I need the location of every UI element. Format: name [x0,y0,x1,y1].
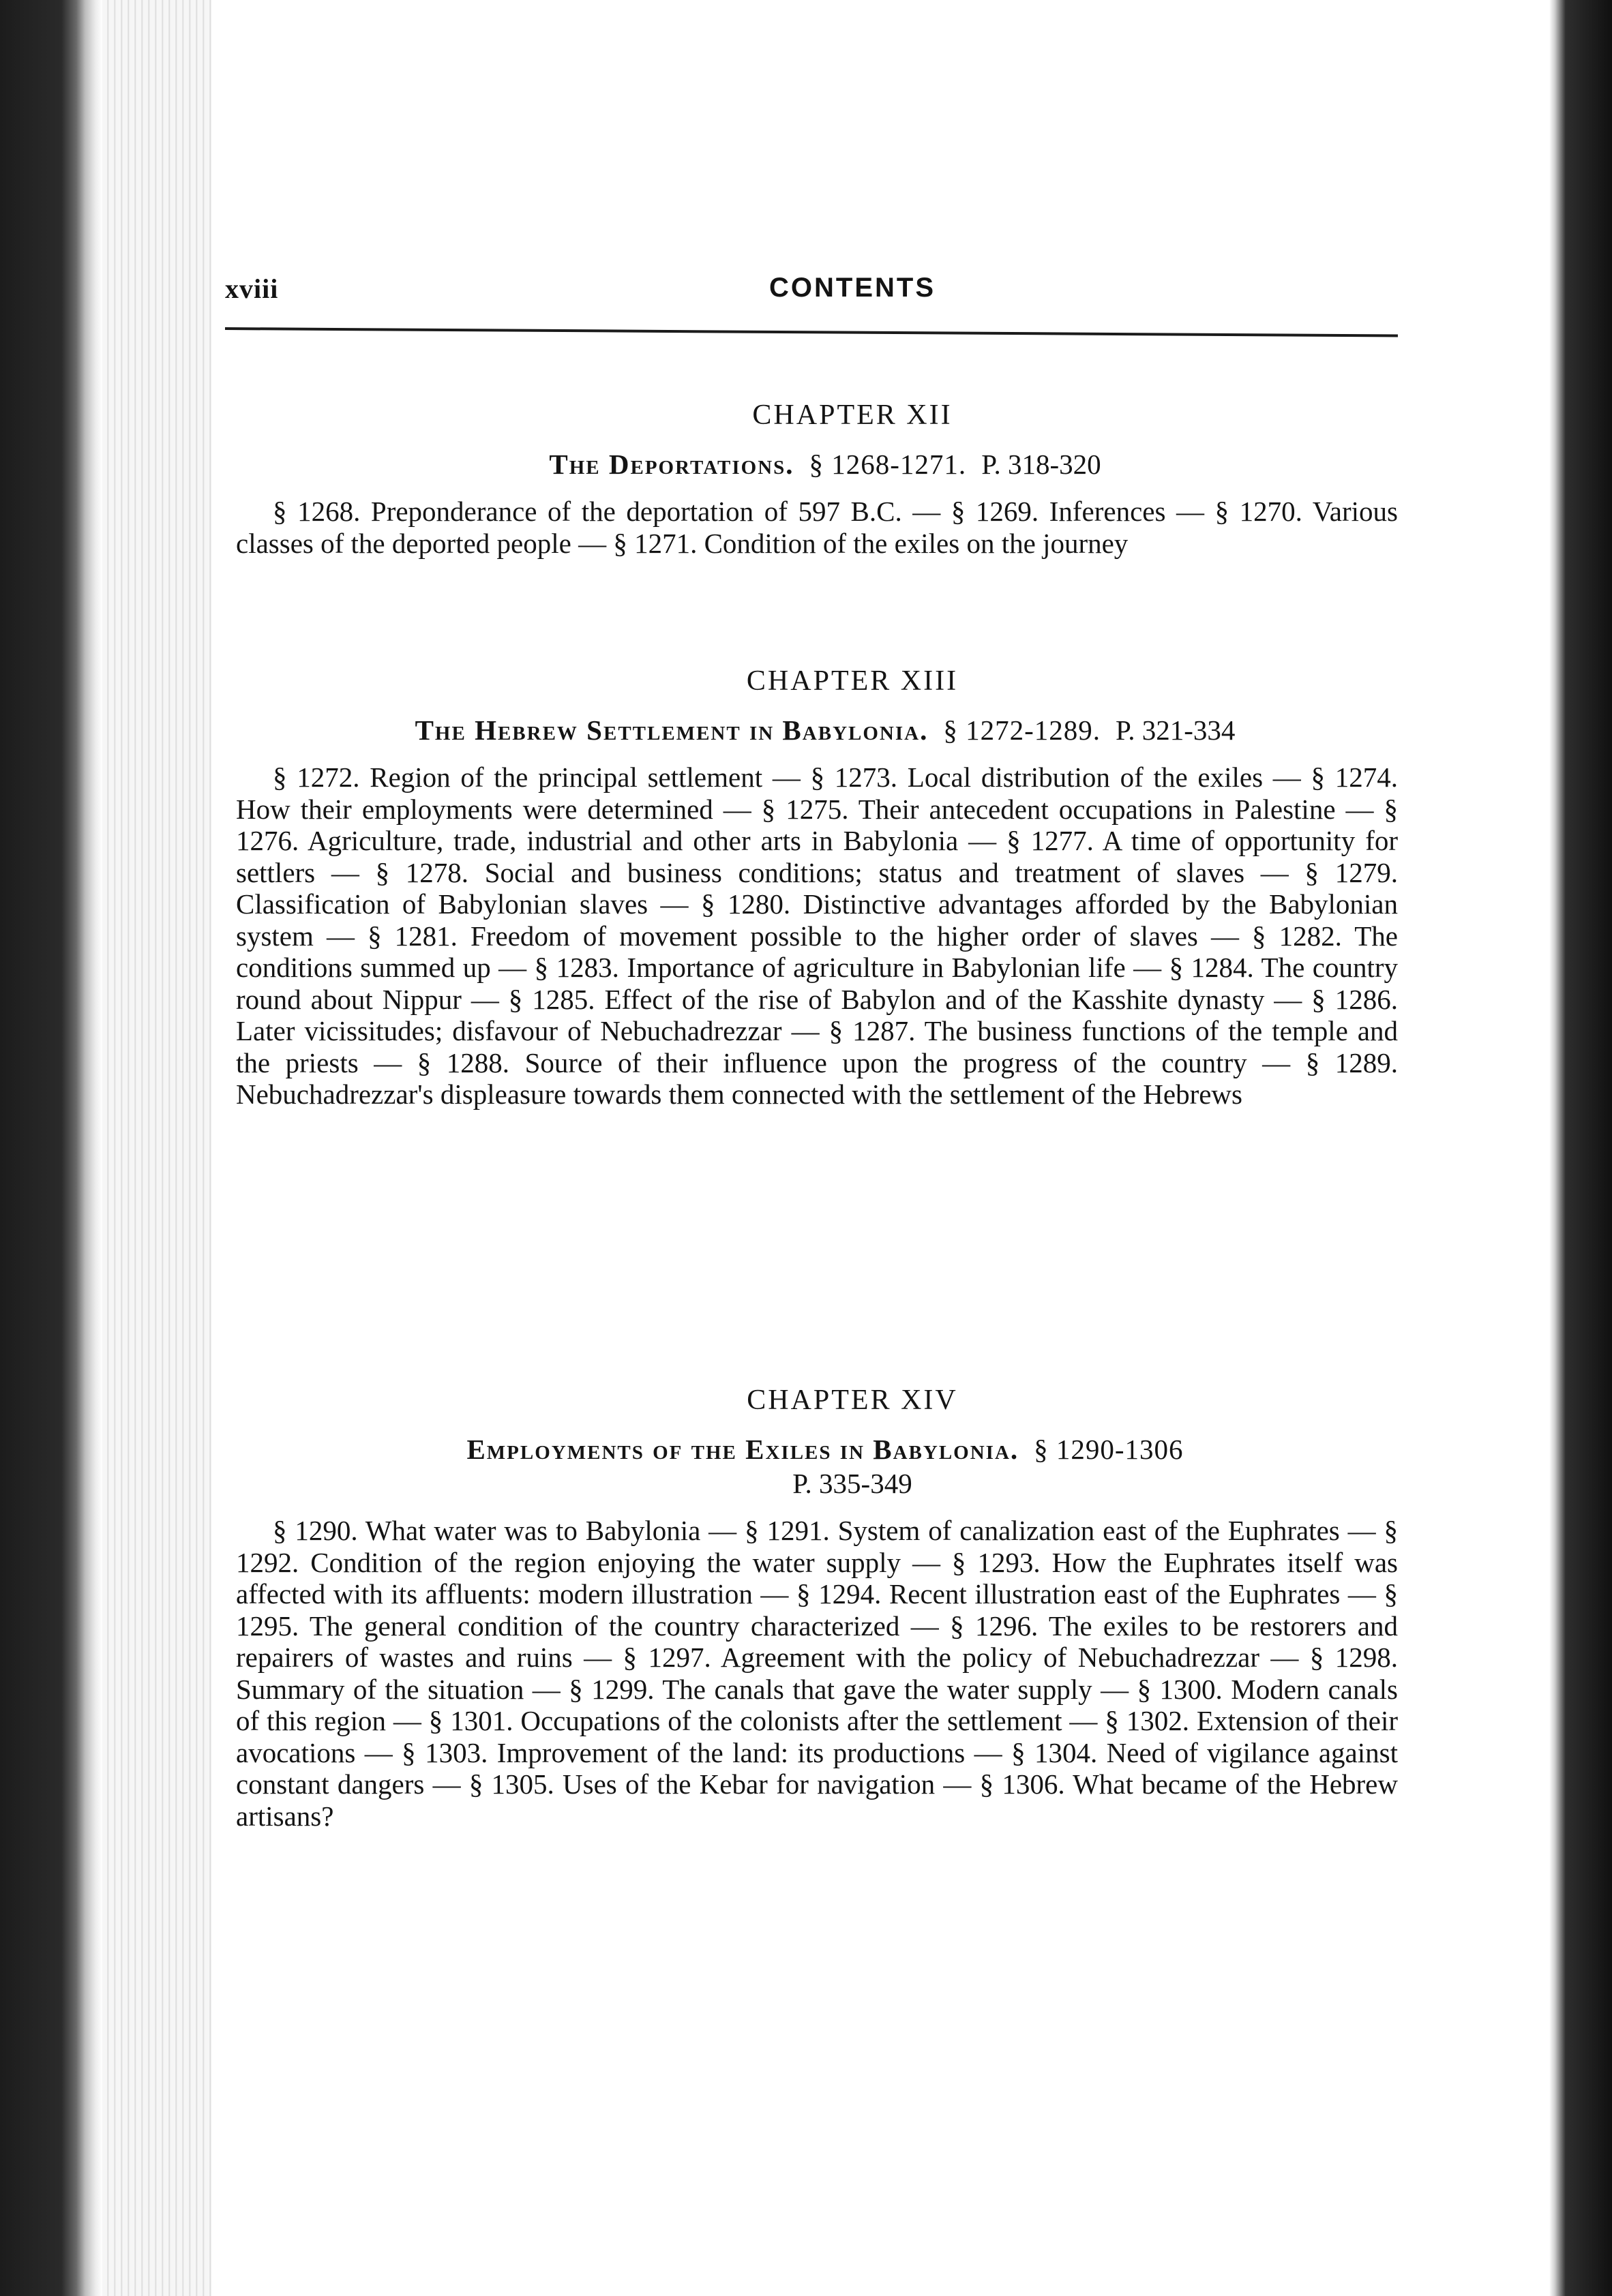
chapter-title-line [225,714,1398,746]
chapter-title: The Hebrew Settlement in Babylonia. [415,714,929,746]
chapter-label: CHAPTER XII [752,399,953,431]
scan-binding-edge [0,0,102,2296]
page-range: P. 318-320 [981,449,1101,480]
chapter-title-line [225,1433,1398,1466]
chapter-title-line [225,448,1398,481]
chapter-summary: § 1290. What water was to Babylonia — § 1291. System of canalization east of the Euphrates — § 1292. Condition of the region enjoying the water supply — § 1293. How the Euphrates itself was affected with its affluents: modern illustration — § 1294. Recent illustration east of the Euphrates — § 1295. The general condition of the country characterized — § 1296. The exiles to be restorers and repairers of wastes and ruins — § 1297. Agreement with the policy of Nebuchadrezzar — § 1298. Summary of the situation — § 1299. The canals that gave the water supply — § 1300. Modern canals of this region — § 1301. Occupations of the colonists after the settlement — § 1302. Extension of their avocations — § 1303. Improvement of the land: its productions — § 1304. Need of vigilance against constant dangers — § 1305. Uses of the Kebar for navigation — § 1306. What became of the Hebrew artisans? [236,1515,1398,1832]
chapter-xiii [225,665,1398,1111]
chapter-xii [225,399,1398,559]
section-range: § 1272-1289. [943,714,1101,746]
running-title: CONTENTS [769,273,936,303]
page-number: xviii [225,273,279,304]
chapter-label: CHAPTER XIII [746,665,959,697]
chapter-label: CHAPTER XIV [747,1385,958,1416]
scan-right-edge [1549,0,1612,2296]
page-range: P. 335-349 [792,1468,912,1499]
section-range: § 1268-1271. [809,449,967,480]
book-page [225,225,1425,2202]
chapter-title: Employments of the Exiles in Babylonia. [466,1434,1019,1465]
chapter-summary: § 1268. Preponderance of the deportation of 597 B.C. — § 1269. Inferences — § 1270. Various classes of the deported people — § 1271. Condition of the exiles on the journey [236,496,1398,559]
header-rule [225,327,1398,337]
chapter-xiv [225,1384,1398,1832]
page-header [225,273,1398,320]
page-range: P. 321-334 [1115,714,1236,746]
page-stack-edges [102,0,211,2296]
chapter-title: The Deportations. [549,449,794,480]
section-range: § 1290-1306 [1034,1434,1184,1465]
chapter-summary: § 1272. Region of the principal settlement — § 1273. Local distribution of the exiles — § 1274. How their employments were determined — § 1275. Their antecedent occupations in Palestine — § 1276. Agriculture, trade, industrial and other arts in Babylonia — § 1277. A time of opportunity for settlers — § 1278. Social and business conditions; status and treatment of slaves — § 1279. Classification of Babylonian slaves — § 1280. Distinctive advantages afforded by the Babylonian system — § 1281. Freedom of movement possible to the higher order of slaves — § 1282. The conditions summed up — § 1283. Importance of agriculture in Babylonian life — § 1284. The country round about Nippur — § 1285. Effect of the rise of Babylon and of the Kasshite dynasty — § 1286. Later vicissitudes; disfavour of Nebuchadrezzar — § 1287. The business functions of the temple and the priests — § 1288. Source of their influence upon the progress of the country — § 1289. Nebuchadrezzar's displeasure towards them connected with the settlement of the Hebrews [236,761,1398,1110]
